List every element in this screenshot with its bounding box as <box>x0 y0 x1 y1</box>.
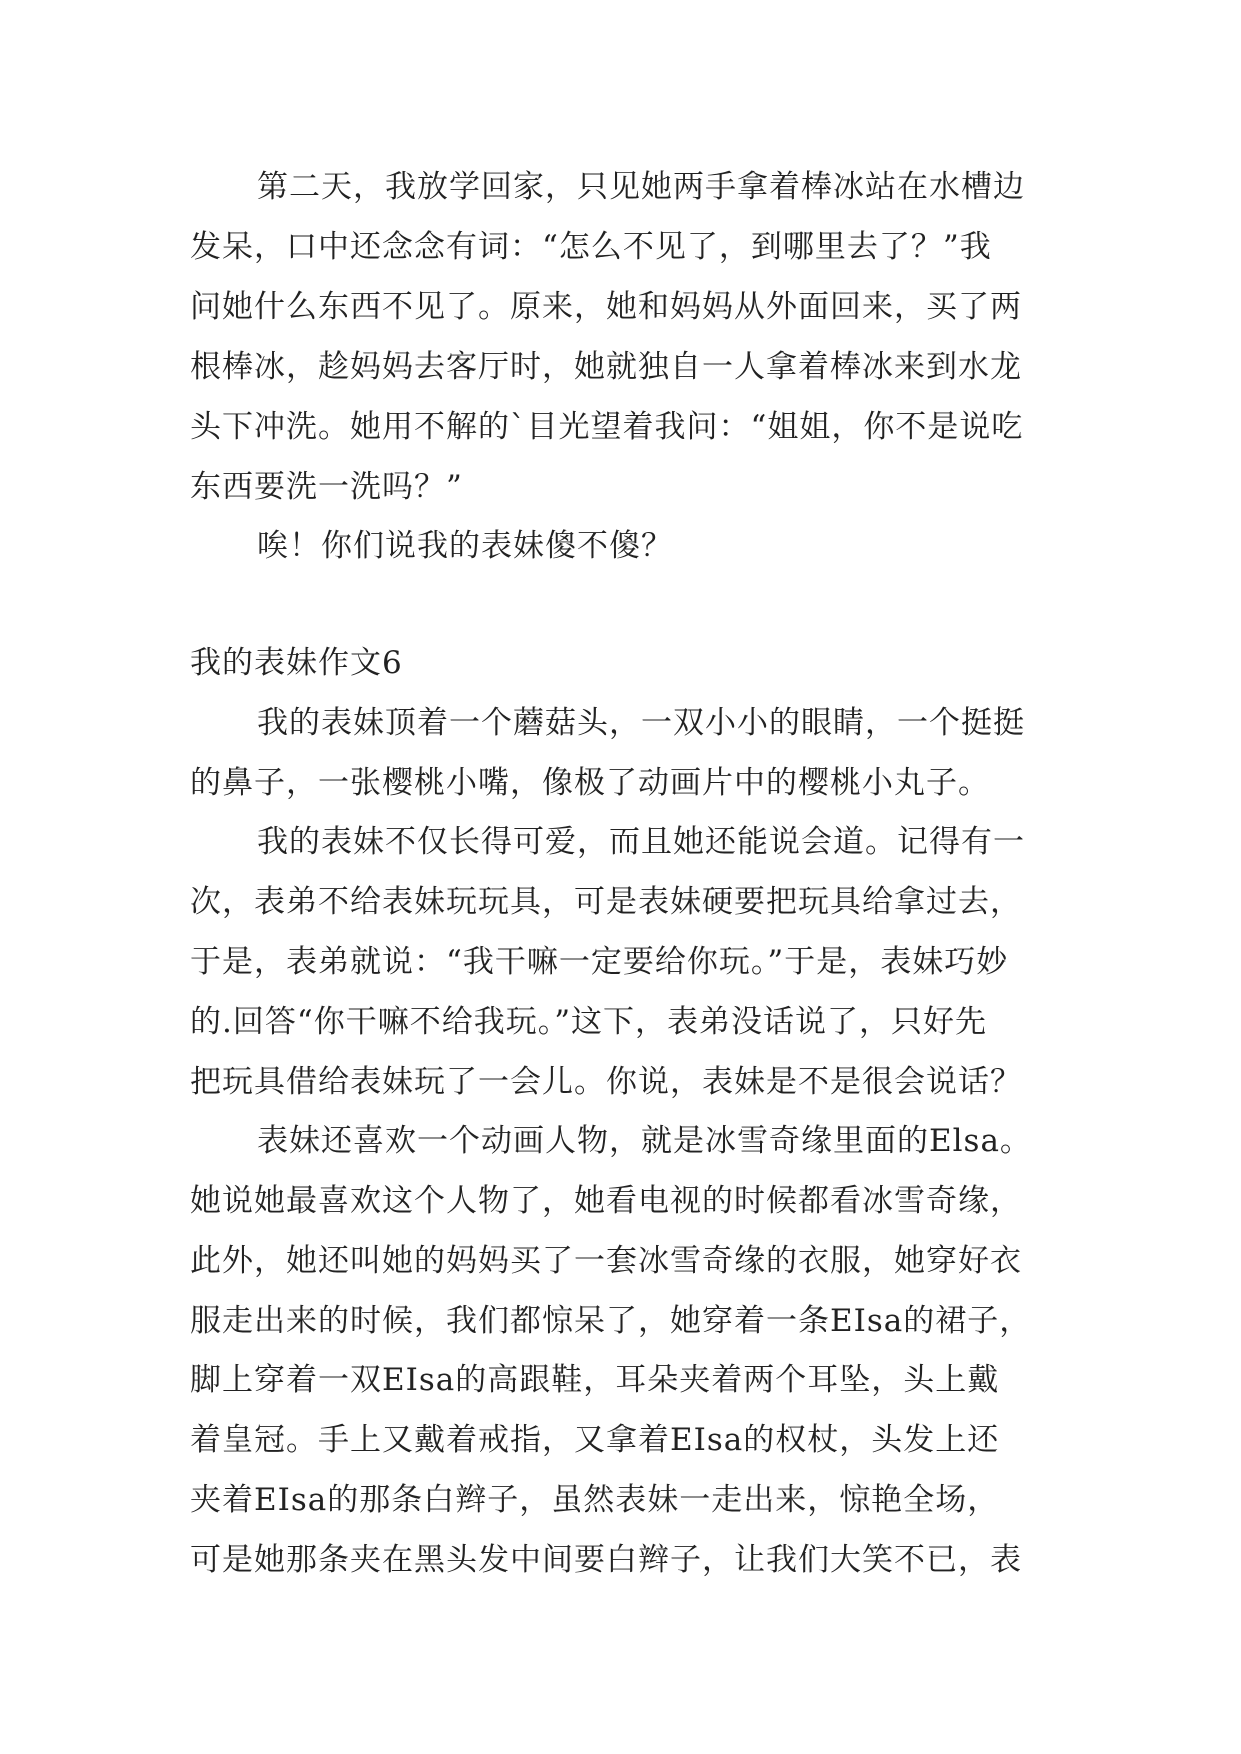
paragraph-line: 此外，她还叫她的妈妈买了一套冰雪奇缘的衣服，她穿好衣 <box>190 1243 1022 1279</box>
paragraph-line: 头下冲洗。她用不解的`目光望着我问：“姐姐，你不是说吃 <box>190 409 1024 445</box>
paragraph-line: 的.回答“你干嘛不给我玩。”这下，表弟没话说了，只好先 <box>190 1004 988 1040</box>
paragraph-line: 东西要洗一洗吗？” <box>190 469 463 505</box>
paragraph-line: 脚上穿着一双EIsa的高跟鞋，耳朵夹着两个耳坠，头上戴 <box>190 1362 1000 1398</box>
paragraph-line: 把玩具借给表妹玩了一会儿。你说，表妹是不是很会说话？ <box>190 1064 1022 1100</box>
paragraph-line: 唉！你们说我的表妹傻不傻？ <box>257 528 673 564</box>
paragraph-line: 着皇冠。手上又戴着戒指，又拿着EIsa的权杖，头发上还 <box>190 1422 1000 1458</box>
paragraph-line: 问她什么东西不见了。原来，她和妈妈从外面回来，买了两 <box>190 289 1022 325</box>
paragraph-line: 我的表妹顶着一个蘑菇头，一双小小的眼睛，一个挺挺 <box>257 705 1025 741</box>
paragraph-line: 第二天，我放学回家，只见她两手拿着棒冰站在水槽边 <box>257 169 1025 205</box>
paragraph-line: 她说她最喜欢这个人物了，她看电视的时候都看冰雪奇缘， <box>190 1183 1022 1219</box>
paragraph-line: 夹着EIsa的那条白辫子，虽然表妹一走出来，惊艳全场， <box>190 1482 1000 1518</box>
paragraph-line: 发呆，口中还念念有词：“怎么不见了，到哪里去了？”我 <box>190 229 992 265</box>
paragraph-line: 可是她那条夹在黑头发中间要白辫子，让我们大笑不已，表 <box>190 1542 1022 1578</box>
paragraph-line: 次，表弟不给表妹玩玩具，可是表妹硬要把玩具给拿过去， <box>190 884 1022 920</box>
paragraph-line: 的鼻子，一张樱桃小嘴，像极了动画片中的樱桃小丸子。 <box>190 765 990 801</box>
section-title: 我的表妹作文6 <box>190 645 403 681</box>
paragraph-line: 于是，表弟就说：“我干嘛一定要给你玩。”于是，表妹巧妙 <box>190 944 1009 980</box>
paragraph-line: 服走出来的时候，我们都惊呆了，她穿着一条EIsa的裙子， <box>190 1303 1032 1339</box>
paragraph-line: 根棒冰，趁妈妈去客厅时，她就独自一人拿着棒冰来到水龙 <box>190 349 1022 385</box>
paragraph-line: 我的表妹不仅长得可爱，而且她还能说会道。记得有一 <box>257 824 1025 860</box>
paragraph-line: 表妹还喜欢一个动画人物，就是冰雪奇缘里面的Elsa。 <box>257 1123 1032 1159</box>
